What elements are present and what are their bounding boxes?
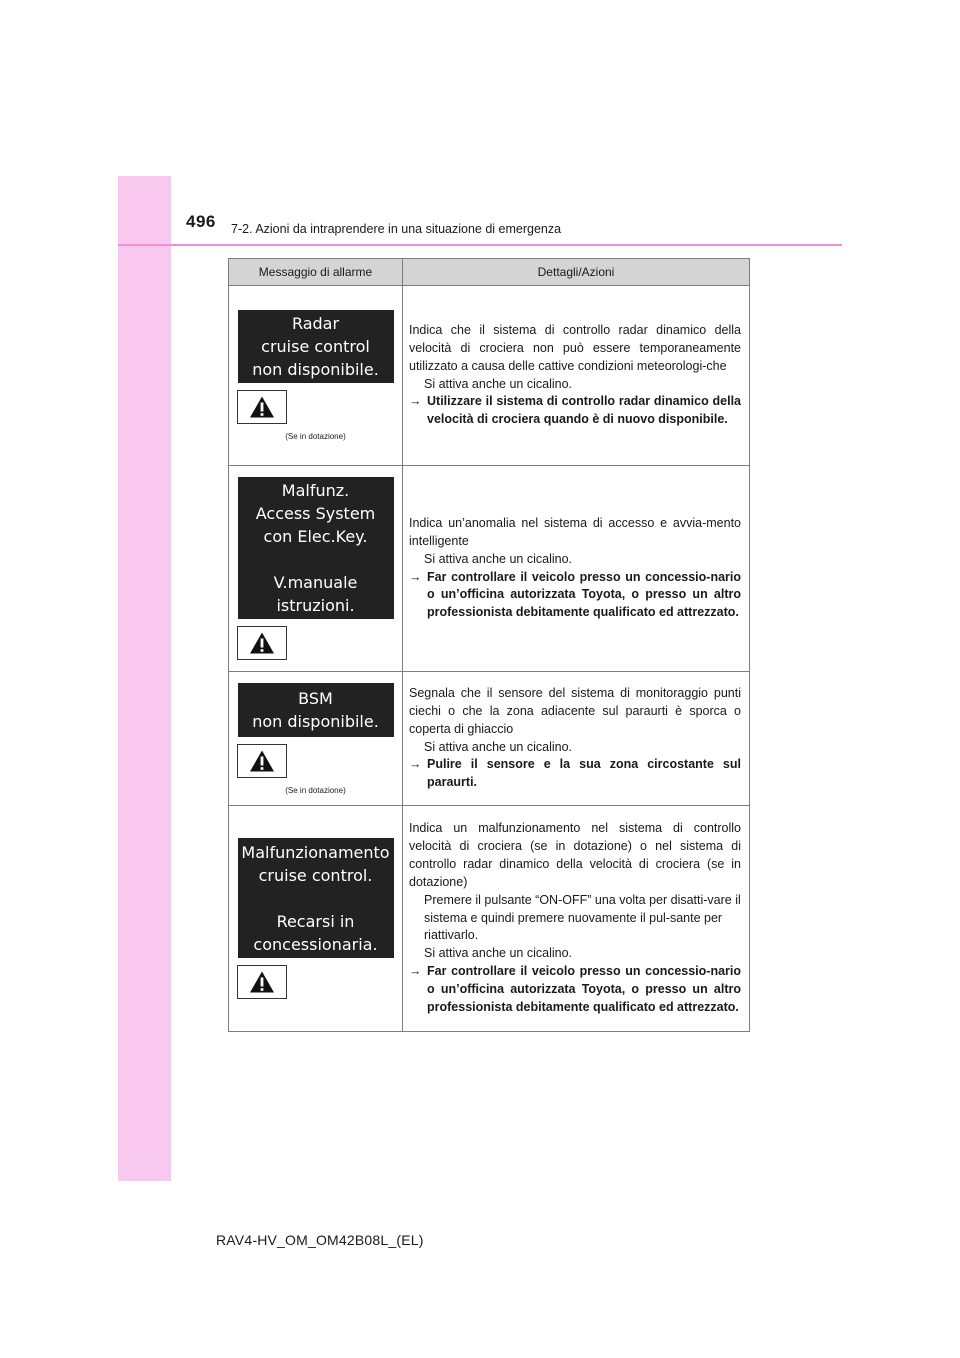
action-text	[409, 569, 741, 623]
display-line: Radar	[291, 314, 340, 333]
note-text: Si attiva anche un cicalino.	[424, 946, 573, 961]
arrow-icon: →	[409, 569, 422, 584]
display-line: concessionaria.	[253, 934, 378, 954]
display-line: non disponibile.	[252, 711, 379, 731]
action-label: Utilizzare il sistema di controllo radar dinamico della velocità di crociera quando è di nuovo disponibile.	[427, 394, 741, 427]
alarm-table	[228, 258, 750, 1032]
display-line: V.manuale	[273, 573, 358, 592]
display-line: cruise control	[261, 337, 370, 356]
arrow-icon: →	[409, 964, 422, 979]
document-code: RAV4-HV_OM_OM42B08L_(EL)	[216, 1232, 424, 1248]
warning-triangle-icon	[237, 744, 287, 778]
page-number: 496	[186, 212, 216, 231]
column-header-message: Messaggio di allarme	[229, 259, 403, 286]
details-cell	[403, 466, 750, 672]
description-text: Indica un malfunzionamento nel sistema di controllo velocità di crociera (se in dotazione) o nel sistema di controllo radar dinamico della velocità di crociera (se in dotazione)	[409, 821, 741, 889]
arrow-icon: →	[409, 757, 422, 772]
description-text: Indica un’anomalia nel sistema di accesso e avvia-mento intelligente	[409, 515, 741, 548]
display-line: istruzioni.	[276, 596, 355, 615]
details-cell	[403, 806, 750, 1032]
display-line: Access System	[255, 504, 376, 523]
message-cell	[229, 466, 403, 672]
display-message	[238, 683, 394, 737]
chapter-sidebar	[118, 176, 171, 1181]
header-rule	[118, 244, 842, 246]
table-header-row	[229, 259, 750, 286]
table-row	[229, 286, 750, 466]
equipped-note: (Se in dotazione)	[285, 432, 346, 441]
note-text: Si attiva anche un cicalino.	[424, 551, 573, 566]
display-message	[238, 477, 394, 619]
note-text: Si attiva anche un cicalino.	[424, 376, 573, 391]
action-label: Far controllare il veicolo presso un concessio-nario o un’officina autorizzata Toyota, o presso un altro professionista debitamente qualificato ed attrezzato.	[427, 569, 741, 620]
action-text	[409, 393, 741, 429]
details-cell	[403, 672, 750, 806]
table-row	[229, 672, 750, 806]
table-row	[229, 806, 750, 1032]
details-cell	[403, 286, 750, 466]
description-text: Indica che il sistema di controllo radar dinamico della velocità di crociera non può essere temporaneamente utilizzato a causa delle cattive condizioni meteorologi-che	[409, 322, 741, 373]
note-text: Premere il pulsante “ON-OFF” una volta per disatti-vare il sistema e quindi premere nuovamente il pul-sante per riattivarlo.	[424, 892, 741, 943]
warning-triangle-icon	[237, 390, 287, 424]
table-row	[229, 466, 750, 672]
display-line: Malfunzionamento	[241, 842, 390, 862]
note-text: Si attiva anche un cicalino.	[424, 739, 573, 754]
action-label: Pulire il sensore e la sua zona circostante sul paraurti.	[427, 757, 741, 790]
action-text	[409, 963, 741, 1017]
action-text	[409, 756, 741, 792]
message-cell	[229, 286, 403, 466]
section-title: 7-2. Azioni da intraprendere in una situazione di emergenza	[231, 222, 562, 236]
description-text: Segnala che il sensore del sistema di monitoraggio punti ciechi o che la zona adiacente sul paraurti è sporca o coperta di ghiaccio	[409, 685, 741, 736]
message-cell	[229, 672, 403, 806]
display-line: cruise control.	[258, 865, 373, 885]
warning-triangle-icon	[237, 965, 287, 999]
message-cell	[229, 806, 403, 1032]
display-line: non disponibile.	[252, 360, 379, 379]
display-line: con Elec.Key.	[263, 527, 368, 546]
column-header-details: Dettagli/Azioni	[403, 259, 750, 286]
display-line: Recarsi in	[276, 911, 355, 931]
display-line: Malfunz.	[281, 481, 350, 500]
arrow-icon: →	[409, 394, 422, 409]
equipped-note: (Se in dotazione)	[285, 785, 346, 795]
display-message	[238, 838, 394, 958]
display-line: BSM	[298, 688, 333, 708]
action-label: Far controllare il veicolo presso un concessio-nario o un’officina autorizzata Toyota, o presso un altro professionista debitamente qualificato ed attrezzato.	[427, 964, 741, 1015]
display-message	[238, 310, 394, 383]
warning-triangle-icon	[237, 626, 287, 660]
